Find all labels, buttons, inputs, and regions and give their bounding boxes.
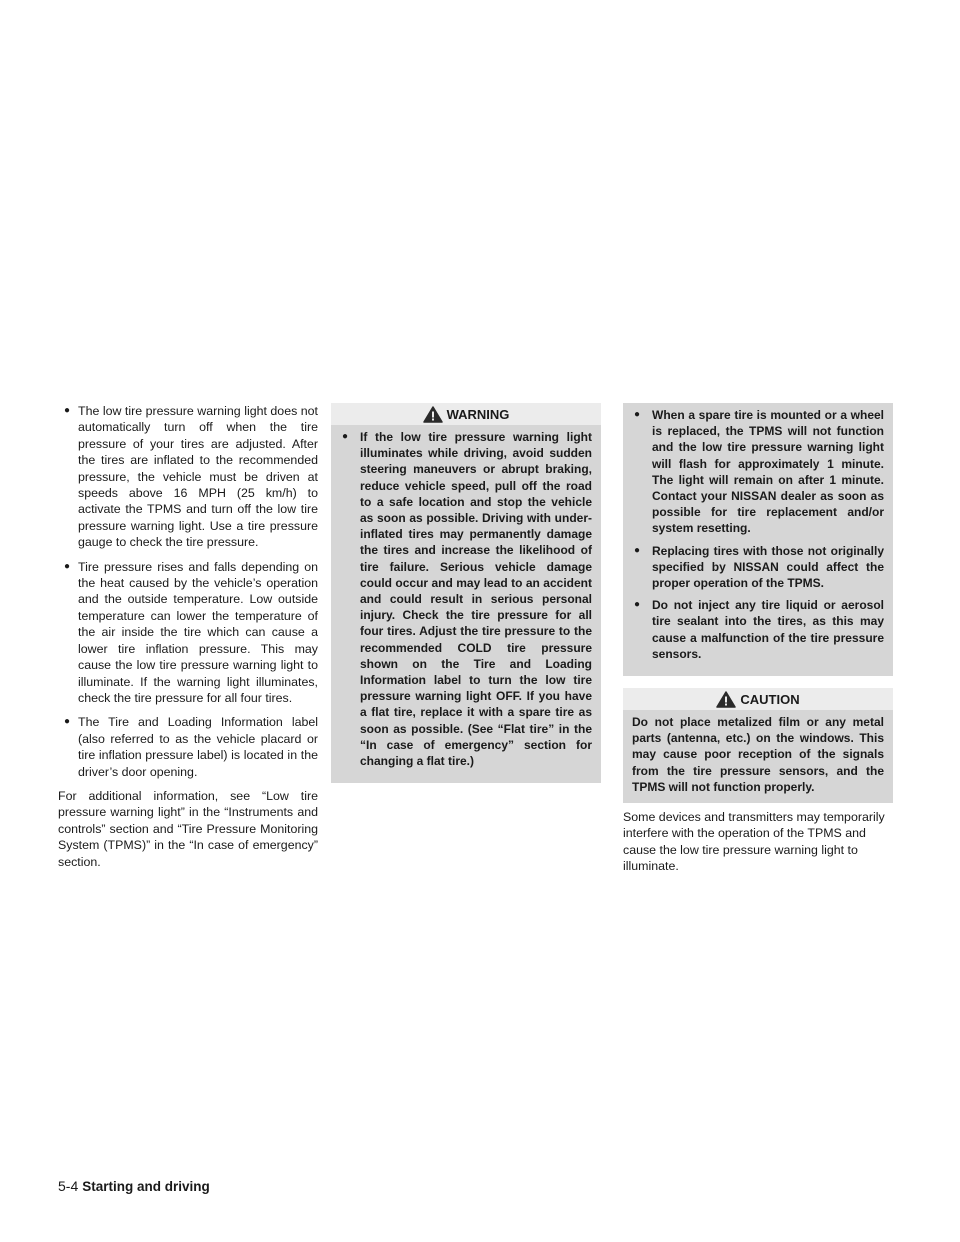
warning-box-continued <box>623 403 893 676</box>
warning-body-continued <box>623 403 893 676</box>
caution-text: Do not place metalized film or any metal parts (antenna, etc.) on the windows. This may cause poor reception of the signals from the tire pressure sensors, and the TPMS will not function properly. <box>632 715 884 794</box>
warning-triangle-icon <box>423 406 443 423</box>
bullet-icon: ● <box>342 431 349 442</box>
warning-header <box>331 403 601 425</box>
caution-header <box>623 688 893 710</box>
caution-body <box>623 710 893 803</box>
warning-list <box>340 429 592 769</box>
section-title: Starting and driving <box>82 1179 210 1194</box>
warning-body <box>331 425 601 783</box>
list-item: ● Replacing tires with those not originally specified by NISSAN could affect the proper operation of the TPMS. <box>634 543 884 591</box>
bullet-icon: ● <box>64 560 71 572</box>
list-item: ● Do not inject any tire liquid or aerosol tire sealant into the tires, as this may cause a malfunction of the tire pressure sensors. <box>634 598 884 661</box>
bullet-icon: ● <box>64 405 71 416</box>
bullet-list <box>58 403 318 780</box>
interference-paragraph: Some devices and transmitters may temporarily interfere with the operation of the TPMS and cause the low tire pressure warning light to illuminate. <box>623 810 885 874</box>
bullet-icon: ● <box>634 599 641 611</box>
column-middle <box>331 403 601 783</box>
list-item: ● If the low tire pressure warning light illuminates while driving, avoid sudden steering maneuvers or abrupt braking, reduce vehicle speed, pull off the road to a safe location and stop the vehicle as soon as possible. Driving with under-inflated tires may permanently damage the tires and increase the likelihood of tire failure. Serious vehicle damage could occur and may lead to an accident and could result in serious personal injury. Check the tire pressure for all four tires. Adjust the tire pressure to the recommended COLD tire pressure shown on the Tire and Loading Information label to turn the low tire pressure warning light OFF. If you have a flat tire, replace it with a spare tire as soon as possible. (See “Flat tire” in the “In case of emergency” section for changing a flat tire.) <box>342 430 592 769</box>
list-item: ● The Tire and Loading Information label (also referred to as the vehicle placard or tire inflation pressure label) is located in the driver’s door opening. <box>64 715 318 779</box>
list-item: ● Tire pressure rises and falls depending on the heat caused by the vehicle’s operation and the outside temperature. Low outside temperature can lower the temperature of the air inside the tire which can cause a lower tire inflation pressure. This may cause the low tire pressure warning light to illuminate. If the warning light illuminates, check the tire pressure for all four tires. <box>64 559 318 705</box>
warning-list-continued <box>632 407 884 662</box>
column-right <box>623 403 893 875</box>
warning-title: WARNING <box>446 406 510 422</box>
list-item: ● The low tire pressure warning light does not automatically turn off when the tire pressure of your tires are adjusted. After the tires are inflated to the recommended pressure, the vehicle must be driven at speeds above 16 MPH (25 km/h) to activate the TPMS and turn off the low tire pressure warning light. Use a tire pressure gauge to check the tire pressure. <box>64 404 318 550</box>
caution-box <box>623 688 893 803</box>
warning-box <box>331 403 601 783</box>
additional-info-paragraph: For additional information, see “Low tire pressure warning light” in the “Instruments and controls” section and “Tire Pressure Monitoring System (TPMS)” in the “In case of emergency” section. <box>58 788 318 869</box>
bullet-icon: ● <box>634 409 641 420</box>
caution-title: CAUTION <box>740 691 800 707</box>
column-left <box>58 403 318 870</box>
bullet-icon: ● <box>64 716 71 728</box>
page-footer <box>58 1178 210 1194</box>
list-item: ● When a spare tire is mounted or a wheel is replaced, the TPMS will not function and the low tire pressure warning light will flash for approximately 1 minute. The light will remain on after 1 minute. Contact your NISSAN dealer as soon as possible for tire replacement and/or system resetting. <box>634 408 884 536</box>
warning-triangle-icon <box>716 691 736 708</box>
page-number: 5-4 <box>58 1178 79 1194</box>
bullet-icon: ● <box>634 544 641 556</box>
